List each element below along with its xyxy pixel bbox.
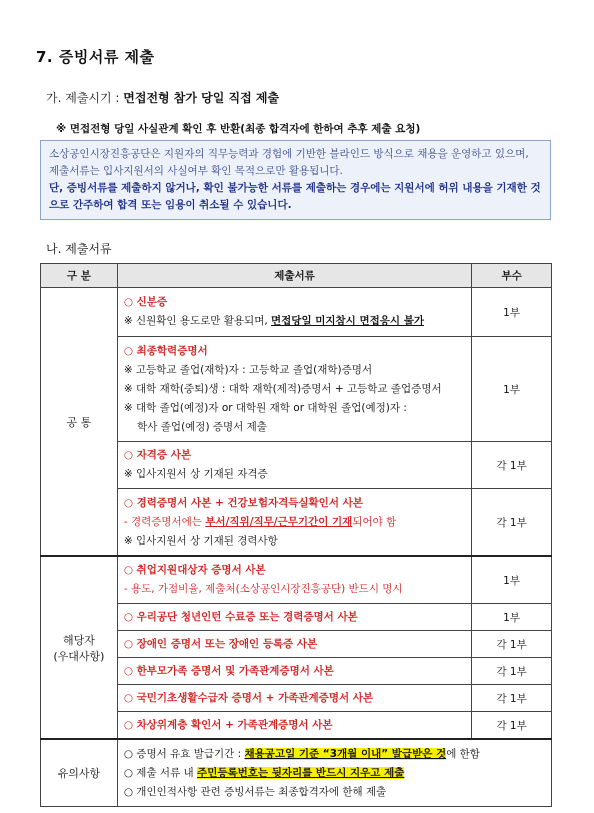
documents-table xyxy=(40,263,552,807)
header-qty: 부수 xyxy=(472,264,552,288)
license-title: ○ 자격증 사본 xyxy=(123,449,192,461)
qty-education: 1부 xyxy=(472,337,552,442)
table-row xyxy=(41,604,552,631)
caution-3: ○ 개인인적사항 관련 증빙서류는 최종합격자에 한해 제출 xyxy=(123,785,387,798)
row-license xyxy=(117,442,471,489)
table-row xyxy=(41,712,552,740)
qty-single-parent: 각 1부 xyxy=(472,658,552,685)
intern-title: ○ 우리공단 청년인턴 수료증 또는 경력증명서 사본 xyxy=(123,610,358,623)
table-row xyxy=(41,556,552,604)
table-header-row xyxy=(41,264,552,288)
row-employ xyxy=(117,556,471,604)
table-row xyxy=(41,739,552,807)
qty-intern: 1부 xyxy=(472,604,552,631)
return-note: ※ 면접전형 당일 사실관계 확인 후 반환(최종 합격자에 한하여 추후 제출 요청) xyxy=(56,123,421,135)
notice-box xyxy=(40,140,551,220)
table-row xyxy=(41,337,552,442)
id-card-title: ○ 신분증 xyxy=(123,296,168,308)
near-poor-title: ○ 차상위계층 확인서 + 가족관계증명서 사본 xyxy=(123,718,333,731)
row-education xyxy=(117,337,471,442)
basic-living-title: ○ 국민기초생활수급자 증명서 + 가족관계증명서 사본 xyxy=(123,691,374,704)
education-line: ※ 대학 재학(중퇴)생 : 대학 재학(제적)증명서 + 고등학교 졸업증명서 xyxy=(123,382,442,395)
education-line: ※ 대학 졸업(예정)자 or 대학원 재학 or 대학원 졸업(예정)자 : xyxy=(123,401,407,414)
career-red-pre: - 경력증명서에는 xyxy=(123,515,206,528)
license-note: ※ 입사지원서 상 기재된 자격증 xyxy=(123,468,268,480)
row-basic-living xyxy=(117,685,471,712)
row-id-card xyxy=(117,288,471,337)
submit-time-label: 가. 제출시기 : xyxy=(46,91,124,105)
id-card-note: ※ 신원확인 용도로만 활용되며, xyxy=(123,315,272,327)
section-heading: 7. 증빙서류 제출 xyxy=(36,48,155,66)
qty-near-poor: 각 1부 xyxy=(472,712,552,740)
qty-career: 각 1부 xyxy=(472,489,552,557)
table-row xyxy=(41,631,552,658)
caution-1-pre: ○ 증명서 유효 발급기간 : xyxy=(123,747,245,760)
single-parent-title: ○ 한부모가족 증명서 및 가족관계증명서 사본 xyxy=(123,664,334,677)
row-near-poor xyxy=(117,712,471,740)
qty-license: 각 1부 xyxy=(472,442,552,489)
table-row xyxy=(41,288,552,337)
notice-line-1: 소상공인시장진흥공단은 지원자의 직무능력과 경험에 기반한 블라인드 방식으로 채용을 운영하고 있으며, 제출서류는 입사지원서의 사실여부 확인 목적으로만 활용됩니다. xyxy=(49,148,529,177)
career-red-post: 되어야 함 xyxy=(352,515,397,528)
education-line: 학사 졸업(예정) 증명서 제출 xyxy=(123,420,267,433)
qty-id-card: 1부 xyxy=(472,288,552,337)
table-row xyxy=(41,658,552,685)
row-career xyxy=(117,489,471,557)
career-red-underline: 부서/직위/직무/근무기간이 기재 xyxy=(205,515,353,528)
row-disabled xyxy=(117,631,471,658)
category-preferential xyxy=(41,556,118,739)
caution-1-post: 에 한함 xyxy=(446,747,480,760)
qty-employ: 1부 xyxy=(472,556,552,604)
qty-basic-living: 각 1부 xyxy=(472,685,552,712)
qty-disabled: 각 1부 xyxy=(472,631,552,658)
career-note: ※ 입사지원서 상 기재된 경력사항 xyxy=(123,534,278,547)
caution-1-highlight: 채용공고일 기준 “3개월 이내” 발급받은 것 xyxy=(244,747,447,760)
disabled-title: ○ 장애인 증명서 또는 장애인 등록증 사본 xyxy=(123,637,318,650)
caution-2-pre: ○ 제출 서류 내 xyxy=(123,766,198,779)
employ-note: - 용도, 가점비율, 제출처(소상공인시장진흥공단) 반드시 명시 xyxy=(123,583,403,595)
career-title: ○ 경력증명서 사본 + 건강보험자격득실확인서 사본 xyxy=(123,496,363,509)
table-row xyxy=(41,489,552,557)
table-row xyxy=(41,442,552,489)
documents-title: 나. 제출서류 xyxy=(46,242,112,256)
header-docs: 제출서류 xyxy=(117,264,471,288)
row-intern xyxy=(117,604,471,631)
row-caution xyxy=(117,739,551,807)
table-row xyxy=(41,685,552,712)
submit-time-value: 면접전형 참가 당일 직접 제출 xyxy=(123,91,280,105)
row-single-parent xyxy=(117,658,471,685)
category-preferential-line1: 해당자 xyxy=(62,633,95,647)
submit-time xyxy=(46,89,279,106)
notice-line-2: 단, 증빙서류를 제출하지 않거나, 확인 불가능한 서류를 제출하는 경우에는 지원서에 허위 내용을 기재한 것으로 간주하여 합격 또는 임용이 취소될 수 있습니다. xyxy=(49,182,541,211)
education-title: ○ 최종학력증명서 xyxy=(123,344,208,357)
employ-title: ○ 취업지원대상자 증명서 사본 xyxy=(123,564,266,576)
id-card-note-underline: 면접당일 미지참시 면접응시 불가 xyxy=(271,315,424,327)
caution-2-highlight: 주민등록번호는 뒷자리를 반드시 지우고 제출 xyxy=(197,766,405,779)
category-caution: 유의사항 xyxy=(41,739,118,807)
education-line: ※ 고등학교 졸업(재학)자 : 고등학교 졸업(재학)증명서 xyxy=(123,363,373,376)
category-preferential-line2: (우대사항) xyxy=(53,649,105,663)
header-category: 구 분 xyxy=(41,264,118,288)
category-common: 공 통 xyxy=(41,288,118,557)
